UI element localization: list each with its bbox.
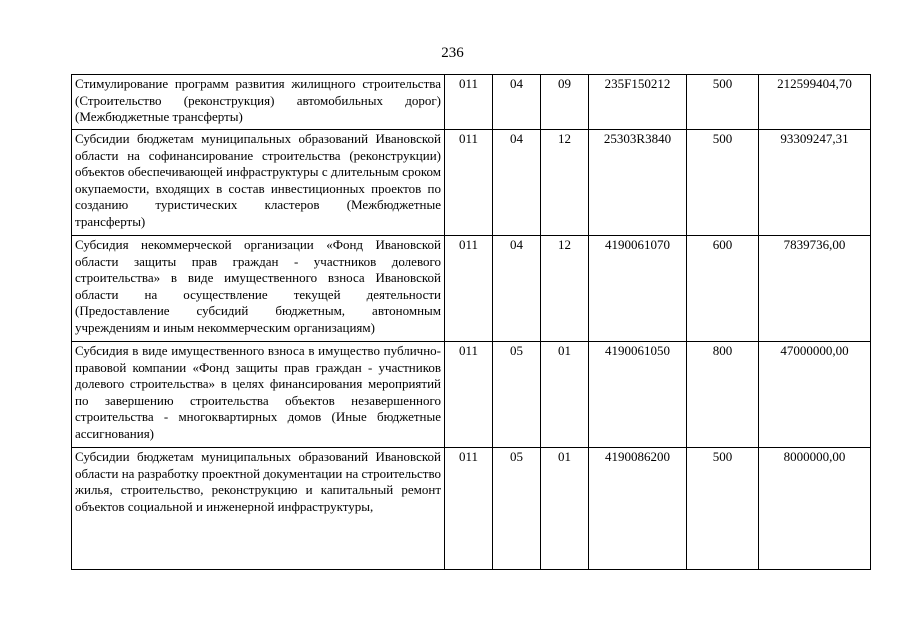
row-expense-type: 600: [687, 236, 759, 342]
row-expense-type: 500: [687, 448, 759, 570]
table-row: [72, 130, 871, 236]
row-section: 04: [493, 75, 541, 130]
row-amount: 8000000,00: [759, 448, 871, 570]
row-description: Субсидии бюджетам муниципальных образований Ивановской области на софинансирование строительства (реконструкции) объектов обеспечивающей инфраструктуры с длительным сроком окупаемости, входящих в состав инвестиционных проектов по созданию туристических кластеров (Межбюджетные трансферты): [72, 130, 445, 236]
page-number: 236: [441, 45, 464, 61]
row-description: Субсидия некоммерческой организации «Фонд Ивановской области защиты прав граждан - участников долевого строительства» в виде имущественного взноса Ивановской области на осуществление текущей деятельности (Предоставление субсидий бюджетным, автономным учреждениям и иным некоммерческим организациям): [72, 236, 445, 342]
row-subsection: 01: [541, 342, 589, 448]
row-article: 4190086200: [589, 448, 687, 570]
row-code: 011: [445, 130, 493, 236]
row-expense-type: 500: [687, 130, 759, 236]
row-amount: 93309247,31: [759, 130, 871, 236]
table-row: [72, 342, 871, 448]
row-amount: 7839736,00: [759, 236, 871, 342]
table-row: [72, 236, 871, 342]
row-description: Стимулирование программ развития жилищного строительства (Строительство (реконструкция) автомобильных дорог) (Межбюджетные трансферты): [72, 75, 445, 130]
row-subsection: 01: [541, 448, 589, 570]
row-description: Субсидии бюджетам муниципальных образований Ивановской области на разработку проектной документации на строительство жилья, строительство, реконструкцию и капитальный ремонт объектов социальной и инженерной инфраструктуры,: [72, 448, 445, 570]
row-code: 011: [445, 236, 493, 342]
row-section: 04: [493, 236, 541, 342]
row-code: 011: [445, 342, 493, 448]
row-article: 4190061050: [589, 342, 687, 448]
row-expense-type: 800: [687, 342, 759, 448]
row-amount: 47000000,00: [759, 342, 871, 448]
row-section: 04: [493, 130, 541, 236]
row-article: 4190061070: [589, 236, 687, 342]
row-code: 011: [445, 75, 493, 130]
row-subsection: 09: [541, 75, 589, 130]
table-row: [72, 75, 871, 130]
budget-table: [71, 74, 871, 570]
row-description: Субсидия в виде имущественного взноса в имущество публично-правовой компании «Фонд защиты прав граждан - участников долевого строительства» в целях финансирования мероприятий по завершению строительства объектов незавершенного строительства - многоквартирных домов (Иные бюджетные ассигнования): [72, 342, 445, 448]
row-subsection: 12: [541, 130, 589, 236]
row-subsection: 12: [541, 236, 589, 342]
table-row: [72, 448, 871, 570]
row-code: 011: [445, 448, 493, 570]
row-expense-type: 500: [687, 75, 759, 130]
row-article: 235F150212: [589, 75, 687, 130]
row-article: 25303R3840: [589, 130, 687, 236]
row-amount: 212599404,70: [759, 75, 871, 130]
row-section: 05: [493, 448, 541, 570]
row-section: 05: [493, 342, 541, 448]
